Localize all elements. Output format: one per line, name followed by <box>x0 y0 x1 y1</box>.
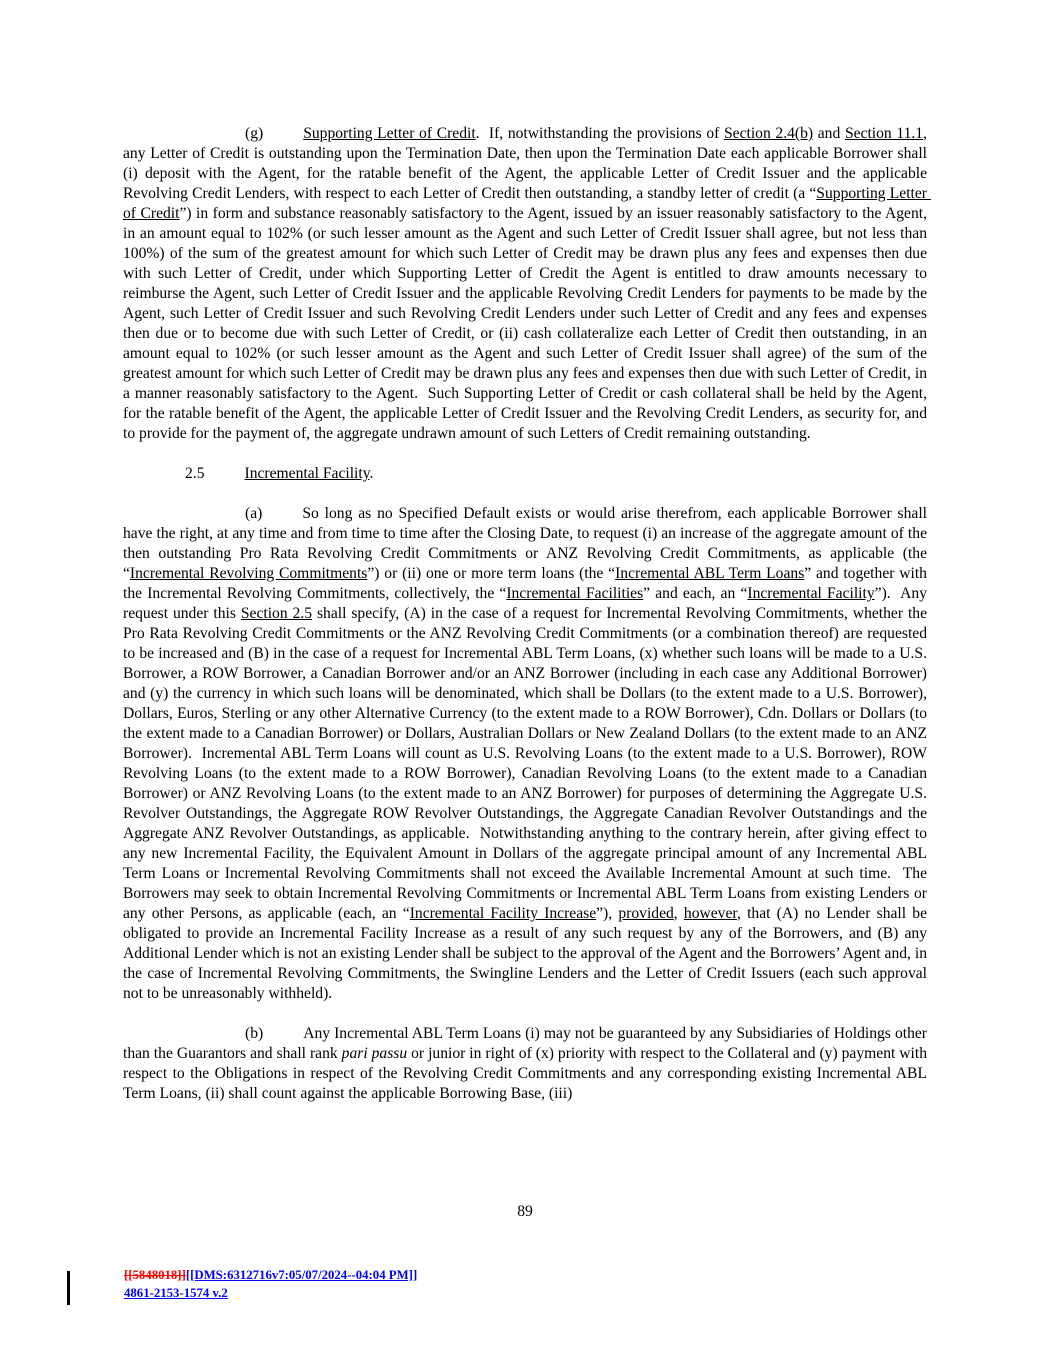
dms-version-stamp: [[DMS:6312716v7:05/07/2024--04:04 PM]] <box>185 1268 418 1282</box>
text-run: Section 2.5 <box>240 605 313 622</box>
text-run: . <box>369 465 374 482</box>
text-run: , that (A) no Lender shall be obligated to provide an Incremental Facility Increase as a result of any such request by any of the Borrowers, and (B) any Additional Lender which is not an existing Lender shall be subject to the approval of the Agent and the Borrowers’ Agent and, in the case of Incremental Revolving Commitments, the Swingline Lenders and the Letter of Credit Issuers (each such approval not to be unreasonably withheld). <box>123 905 931 1002</box>
text-run: however <box>683 905 737 922</box>
text-run: Incremental Facility <box>244 465 370 482</box>
text-run: Incremental ABL Term Loans <box>615 565 805 582</box>
document-body <box>123 124 931 1124</box>
text-run: provided <box>618 905 674 922</box>
text-run: (g) <box>245 125 264 142</box>
change-bar <box>67 1271 70 1305</box>
clause-a-paragraph <box>123 504 931 1004</box>
text-run: and <box>813 125 845 142</box>
text-run: (b) <box>245 1025 264 1042</box>
text-run: or junior in right of (x) priority with respect to the Collateral and (y) payment with respect to the Obligations in respect of the Revolving Credit Commitments and any corresponding existing Incremental ABL Term Loans, (ii) shall count against the applicable Borrowing Base, (iii) <box>123 1045 931 1102</box>
text-run: ”). Any request under this <box>123 585 931 622</box>
text-run: shall specify, (A) in the case of a request for Incremental Revolving Commitments, whether the Pro Rata Revolving Credit Commitments or the ANZ Revolving Credit Commitments (or a combination thereof) are requested to be increased and (B) in the case of a request for Incremental ABL Term Loans, (x) whether such loans will be made to a U.S. Borrower, a ROW Borrower, a Canadian Borrower and/or an ANZ Borrower (including in each case any Additional Borrower) and (y) the currency in which such loans will be denominated, which shall be Dollars (to the extent made to a U.S. Borrower), Dollars, Euros, Sterling or any other Alternative Currency (to the extent made to a ROW Borrower), Cdn. Dollars or Dollars (to the extent made to a Canadian Borrower) or Dollars, Australian Dollars or New Zealand Dollars (to the extent made to an ANZ Borrower). Incremental ABL Term Loans will count as U.S. Revolving Loans (to the extent made to a U.S. Borrower), ROW Revolving Loans (to the extent made to a ROW Borrower), Canadian Revolving Loans (to the extent made to a Canadian Borrower) or ANZ Revolving Loans (to the extent made to an ANZ Borrower) for purposes of determining the Aggregate U.S. Revolver Outstandings, the Aggregate ROW Revolver Outstandings, the Aggregate Canadian Revolver Outstandings and the Aggregate ANZ Revolver Outstandings, as applicable. Notwithstanding anything to the contrary herein, after giving effect to any new Incremental Facility, the Equivalent Amount in Dollars of the aggregate principal amount of any Incremental ABL Term Loans or Incremental Revolving Commitments shall not exceed the Available Incremental Amount at such time. The Borrowers may seek to obtain Incremental Revolving Commitments or Incremental ABL Term Loans from existing Lenders or any other Persons, as applicable (each, an “ <box>123 605 931 922</box>
footer-stamp <box>124 1266 417 1302</box>
text-run: Incremental Facility <box>747 585 875 602</box>
text-run: Supporting Letter of Credit <box>303 125 476 142</box>
text-run: Incremental Revolving Commitments <box>129 565 368 582</box>
section-2-5-heading <box>123 464 927 484</box>
text-run: ”) or (ii) one or more term loans (the “ <box>367 565 616 582</box>
text-run: Incremental Facility Increase <box>409 905 597 922</box>
page-number: 89 <box>517 1203 533 1220</box>
deleted-doc-id-stamp: [[5848018]] <box>124 1268 186 1282</box>
footer-stamp-line-1 <box>124 1266 417 1284</box>
text-run: 2.5 <box>185 465 205 482</box>
text-run: Section 2.4(b) <box>723 125 814 142</box>
text-run: ”) in form and substance reasonably satisfactory to the Agent, issued by an issuer reasonably satisfactory to the Agent, in an amount equal to 102% (or such lesser amount as the Agent and such Letter of Credit Issuer shall agree, but not less than 100%) of the sum of the greatest amount for which such Letter of Credit may be drawn plus any fees and expenses then due with such Letter of Credit, under which Supporting Letter of Credit the Agent is entitled to draw amounts necessary to reimburse the Agent, such Letter of Credit Issuer and the applicable Revolving Credit Lenders for payments to be made by the Agent, such Letter of Credit Issuer and such Revolving Credit Lenders under such Letter of Credit and any fees and expenses then due or to become due with such Letter of Credit, or (ii) cash collateralize each Letter of Credit then outstanding, in an amount equal to 102% (or such lesser amount as the Agent and such Letter of Credit Issuer shall agree) of the sum of the greatest amount for which such Letter of Credit may be drawn plus any fees and expenses then due with such Letter of Credit, in a manner reasonably satisfactory to the Agent. Such Supporting Letter of Credit or cash collateral shall be held by the Agent, for the ratable benefit of the Agent, the applicable Letter of Credit Issuer and the Revolving Credit Lenders, as security for, and to provide for the payment of, the aggregate undrawn amount of such Letters of Credit remaining outstanding. <box>123 205 931 442</box>
text-run: , any Letter of Credit is outstanding upon the Termination Date, then upon the Termination Date each applicable Borrower shall (i) deposit with the Agent, for the ratable benefit of the Agent, the applicable Letter of Credit Issuer and the applicable Revolving Credit Lenders, with respect to each Letter of Credit then outstanding, a standby letter of credit (a “ <box>123 125 931 202</box>
text-run: Incremental Facilities <box>506 585 644 602</box>
text-run: So long as no Specified Default exists or would arise therefrom, each applicable Borrower shall have the right, at any time and from time to time after the Closing Date, to request (i) an increase of the aggregate amount of the then outstanding Pro Rata Revolving Credit Commitments or ANZ Revolving Credit Commitments, as applicable (the “ <box>123 505 931 582</box>
text-run: pari passu <box>341 1045 408 1062</box>
text-run: , <box>673 905 684 922</box>
doc-version-id-stamp: 4861-2153-1574 v.2 <box>124 1286 228 1300</box>
text-run: ” and together with the Incremental Revolving Commitments, collectively, the “ <box>123 565 931 602</box>
text-run: Supporting Letter of Credit <box>123 185 931 222</box>
text-run: ” and each, an “ <box>643 585 748 602</box>
text-run: (a) <box>245 505 263 522</box>
text-run: Section 11.1 <box>844 125 924 142</box>
clause-b-paragraph <box>123 1024 931 1104</box>
footer-stamp-line-2 <box>124 1284 417 1302</box>
text-run: . If, notwithstanding the provisions of <box>475 125 724 142</box>
text-run: Any Incremental ABL Term Loans (i) may not be guaranteed by any Subsidiaries of Holdings other than the Guarantors and shall rank <box>123 1025 931 1062</box>
text-run: ”), <box>596 905 619 922</box>
clause-g-paragraph <box>123 124 931 444</box>
